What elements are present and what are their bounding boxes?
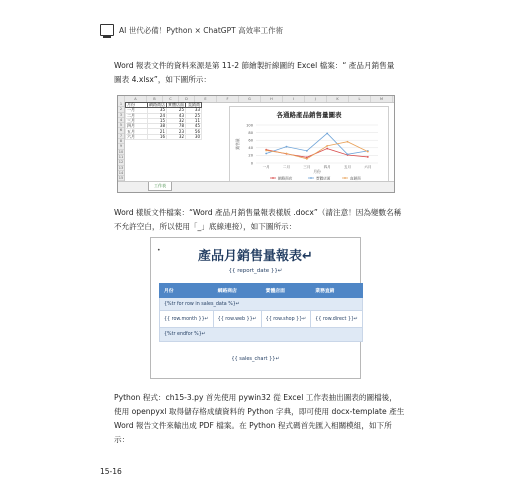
row-header[interactable]: 8 xyxy=(119,139,123,144)
column-header[interactable]: D xyxy=(179,96,195,102)
template-loop-start-row xyxy=(160,298,363,311)
column-header[interactable]: H xyxy=(261,96,283,102)
x-tick-label: 一月 xyxy=(262,165,270,169)
month-field-tag[interactable]: {{ row.month }}↵ xyxy=(160,311,214,328)
outro-line-4: 示： xyxy=(114,435,130,444)
x-axis-label: 月份 xyxy=(313,169,321,174)
row-header[interactable]: 7 xyxy=(119,133,123,138)
intro-line-1: Word 報表文件的資料來源是第 11-2 節繪製折線圖的 Excel 檔案：“ 產品月銷售量 xyxy=(114,61,395,70)
direct-field-tag[interactable]: {{ row.direct }}↵ xyxy=(311,311,363,328)
excel-cell[interactable]: 56 xyxy=(186,129,202,134)
outro-line-2: 使用 openpyxl 取得儲存格成績資料的 Python 字典，即可使用 docx-template 產生 xyxy=(114,407,405,416)
series-line xyxy=(266,142,368,159)
column-header[interactable]: M xyxy=(371,96,393,102)
column-header[interactable]: A xyxy=(125,96,147,102)
excel-cell[interactable]: 32 xyxy=(167,118,186,123)
row-header[interactable]: 6 xyxy=(119,128,123,133)
legend-label: 網路商店 xyxy=(278,176,293,181)
excel-cell[interactable]: 30 xyxy=(186,134,202,139)
data-point xyxy=(286,146,288,148)
excel-cell[interactable]: 32 xyxy=(167,134,186,139)
excel-cell[interactable]: 六月 xyxy=(126,134,148,139)
report-title: 產品月銷售量報表↵ xyxy=(198,249,313,264)
excel-cell[interactable]: 43 xyxy=(167,113,186,118)
intro-line-2: 圖表 4.xlsx”，如下圖所示： xyxy=(114,75,211,84)
row-header[interactable]: 2 xyxy=(119,107,123,112)
outro-line-1: Python 程式：ch15-3.py 首先使用 pywin32 從 Excel 工作表抽出圖表的圖檔後， xyxy=(114,393,397,402)
column-header[interactable]: G xyxy=(239,96,261,102)
excel-cell[interactable]: 25 xyxy=(167,108,186,113)
excel-header-cell[interactable]: 網路商店 xyxy=(149,102,165,108)
web-field-tag[interactable]: {{ row.web }}↵ xyxy=(213,311,261,328)
word-intro-paragraph xyxy=(114,206,414,234)
data-point xyxy=(265,153,267,155)
excel-data-table xyxy=(125,102,202,140)
column-header[interactable]: E xyxy=(195,96,217,102)
excel-cell[interactable]: 21 xyxy=(148,129,167,134)
report-date-tag: {{ report_date }}↵ xyxy=(228,268,283,274)
row-header[interactable]: 4 xyxy=(119,117,123,122)
legend-marker xyxy=(344,177,346,179)
shop-field-tag[interactable]: {{ row.shop }}↵ xyxy=(261,311,311,328)
excel-header-cell[interactable]: 月份 xyxy=(126,103,148,108)
laptop-icon xyxy=(100,24,114,36)
bullet-mark: • xyxy=(157,247,161,254)
y-tick-label: 100 xyxy=(246,123,253,128)
loop-end-tag[interactable]: {%tr endfor %}↵ xyxy=(160,328,363,342)
legend-label: 直銷商 xyxy=(350,176,361,181)
column-header[interactable]: B xyxy=(147,96,163,102)
running-header xyxy=(100,23,283,37)
row-header[interactable]: 10 xyxy=(118,149,124,154)
excel-cell[interactable]: 35 xyxy=(148,108,167,113)
row-header[interactable]: 9 xyxy=(119,144,123,149)
legend-label: 實體店面 xyxy=(316,176,331,181)
column-header[interactable]: L xyxy=(349,96,371,102)
data-point xyxy=(265,150,267,152)
template-loop-end-row xyxy=(160,328,363,342)
column-header[interactable]: J xyxy=(305,96,327,102)
word-intro-line-2: 不允許空白，所以使用「_」底線連接），如下圖所示： xyxy=(114,222,297,231)
excel-header-cell[interactable]: 直銷商 xyxy=(186,103,202,108)
x-tick-label: 六月 xyxy=(364,165,372,169)
page-number: 15-16 xyxy=(100,467,122,476)
template-header-row xyxy=(160,284,363,298)
y-tick-label: 0 xyxy=(250,161,253,166)
template-header-cell: 網路商店 xyxy=(213,284,261,298)
excel-cell[interactable]: 二月 xyxy=(126,113,148,118)
data-point xyxy=(326,145,328,147)
excel-cell[interactable]: 11 xyxy=(186,118,202,123)
excel-cell[interactable]: 四月 xyxy=(126,124,148,129)
outro-paragraph xyxy=(114,391,414,447)
row-header[interactable]: 1 xyxy=(119,102,123,106)
excel-cell[interactable]: 38 xyxy=(148,124,167,129)
loop-start-tag[interactable]: {%tr for row in sales_data %}↵ xyxy=(160,298,363,311)
row-header[interactable]: 13 xyxy=(118,165,124,170)
line-chart[interactable] xyxy=(229,106,389,188)
row-header[interactable]: 5 xyxy=(119,123,123,128)
x-tick-label: 二月 xyxy=(282,165,291,169)
y-tick-label: 60 xyxy=(248,138,253,143)
y-tick-label: 40 xyxy=(248,146,253,151)
x-tick-label: 四月 xyxy=(323,165,331,169)
excel-cell[interactable]: 16 xyxy=(148,134,167,139)
legend-marker xyxy=(272,177,274,179)
data-point xyxy=(367,156,369,158)
column-header[interactable]: C xyxy=(163,96,179,102)
excel-header-cell[interactable]: 實體店面 xyxy=(168,102,184,108)
excel-screenshot xyxy=(117,95,395,193)
data-point xyxy=(347,153,349,155)
data-point xyxy=(326,148,328,150)
data-point xyxy=(347,141,349,143)
x-tick-label: 三月 xyxy=(303,165,311,169)
word-intro-line-1: Word 樣版文件檔案：“Word 產品月銷售量報表樣版 .docx”（請注意！因為變數名稱 xyxy=(114,208,402,217)
y-tick-label: 20 xyxy=(248,153,253,158)
column-header[interactable]: F xyxy=(217,96,239,102)
excel-cell[interactable]: 五月 xyxy=(126,129,148,134)
outro-line-3: Word 報告文件來輸出成 PDF 檔案。在 Python 程式碼首先匯入相關模組，如下所 xyxy=(114,421,392,430)
template-header-cell: 實體店面 xyxy=(261,284,311,298)
intro-paragraph xyxy=(114,59,414,87)
x-tick-label: 五月 xyxy=(343,165,352,169)
chart-title: 各通路產品銷售量圖表 xyxy=(276,111,342,119)
excel-row xyxy=(126,134,202,139)
row-header[interactable]: 15 xyxy=(118,176,124,181)
excel-cell[interactable]: 一月 xyxy=(126,108,148,113)
row-header[interactable]: 14 xyxy=(118,170,124,175)
excel-cell[interactable]: 15 xyxy=(148,118,167,123)
y-tick-label: 80 xyxy=(248,130,253,135)
excel-cell[interactable]: 三月 xyxy=(126,118,148,123)
sheet-tab[interactable]: 工作表 xyxy=(148,182,172,191)
excel-cell[interactable]: 33 xyxy=(186,108,202,113)
excel-cell[interactable]: 78 xyxy=(167,124,186,129)
template-header-cell: 月份 xyxy=(160,284,214,298)
data-point xyxy=(326,132,328,134)
data-point xyxy=(306,158,308,160)
excel-cell[interactable]: 25 xyxy=(186,113,202,118)
sales-template-table xyxy=(159,283,363,342)
row-header[interactable]: 3 xyxy=(119,112,123,117)
y-axis-label: 銷售量 xyxy=(235,138,240,150)
sales-chart-tag: {{ sales_chart }}↵ xyxy=(231,356,280,362)
template-header-cell: 業務直銷 xyxy=(311,284,363,298)
excel-cell[interactable]: 45 xyxy=(186,124,202,129)
data-point xyxy=(367,151,369,153)
excel-cell[interactable]: 24 xyxy=(148,113,167,118)
excel-cell[interactable]: 23 xyxy=(167,129,186,134)
word-template-screenshot xyxy=(150,237,361,379)
legend-marker xyxy=(310,177,312,179)
row-header[interactable]: 12 xyxy=(118,160,124,165)
template-data-row xyxy=(160,311,363,328)
row-header[interactable]: 11 xyxy=(118,154,124,159)
data-point xyxy=(306,150,308,152)
sheet-tab-bar xyxy=(118,181,394,192)
row-headers xyxy=(118,102,125,182)
data-point xyxy=(286,153,288,155)
book-title: AI 世代必備！Python × ChatGPT 高效率工作術 xyxy=(119,25,284,35)
column-header[interactable]: K xyxy=(327,96,349,102)
column-header[interactable]: I xyxy=(283,96,305,102)
chart-plot xyxy=(230,107,388,187)
